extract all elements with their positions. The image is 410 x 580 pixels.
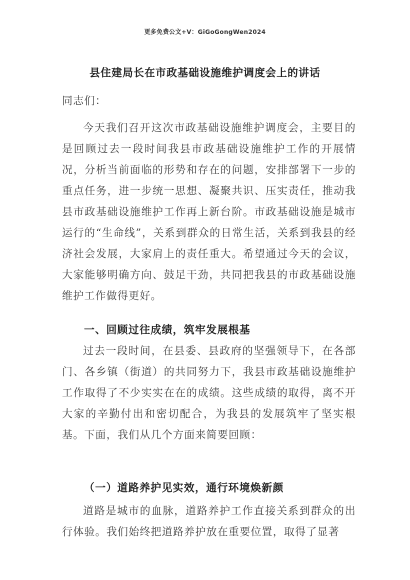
section-heading-1: 一、回顾过往成绩，筑牢发展根基 — [84, 324, 251, 336]
intro-paragraph: 今天我们召开这次市政基础设施维护调度会，主要目的是回顾过去一段时间我县市政基础设施维护工作的开展情况，分析当前面临的形势和存在的问题，安排部署下一步的重点任务，进一步统一思想、凝聚共识、压实责任，推动我县市政基础设施维护工作再上新台阶。市政基础设施是城市运行的“生命线”，关系到群众的日常生活，关系到我县的经济社会发展，大家肩上的责任重大。希望通过今天的会议，大家能够明确方向、鼓足干劲，共同把我县的市政基础设施维护工作做得更好。 — [62, 122, 356, 302]
subsection-heading-1: （一）道路养护见实效，通行环境焕新颜 — [84, 482, 284, 494]
intro-paragraph-block — [62, 118, 356, 307]
salutation: 同志们： — [62, 95, 107, 107]
subsection1-paragraph-block — [62, 501, 356, 543]
section1-paragraph-block — [62, 341, 356, 446]
document-title: 县住建局长在市政基础设施维护调度会上的讲话 — [89, 67, 321, 79]
header-note: 更多免费公文+V：GiGoGongWen2024 — [144, 29, 266, 36]
subsection1-paragraph: 道路是城市的血脉，道路养护工作直接关系到群众的出行体验。我们始终把道路养护放在重要位置，取得了显著 — [62, 505, 356, 538]
section1-paragraph: 过去一段时间，在县委、县政府的坚强领导下，在各部门、各乡镇（街道）的共同努力下，我县市政基础设施维护工作取得了不少实实在在的成绩。这些成绩的取得，离不开大家的辛勤付出和密切配合，为我县的发展筑牢了坚实根基。下面，我们从几个方面来简要回顾： — [62, 345, 356, 441]
